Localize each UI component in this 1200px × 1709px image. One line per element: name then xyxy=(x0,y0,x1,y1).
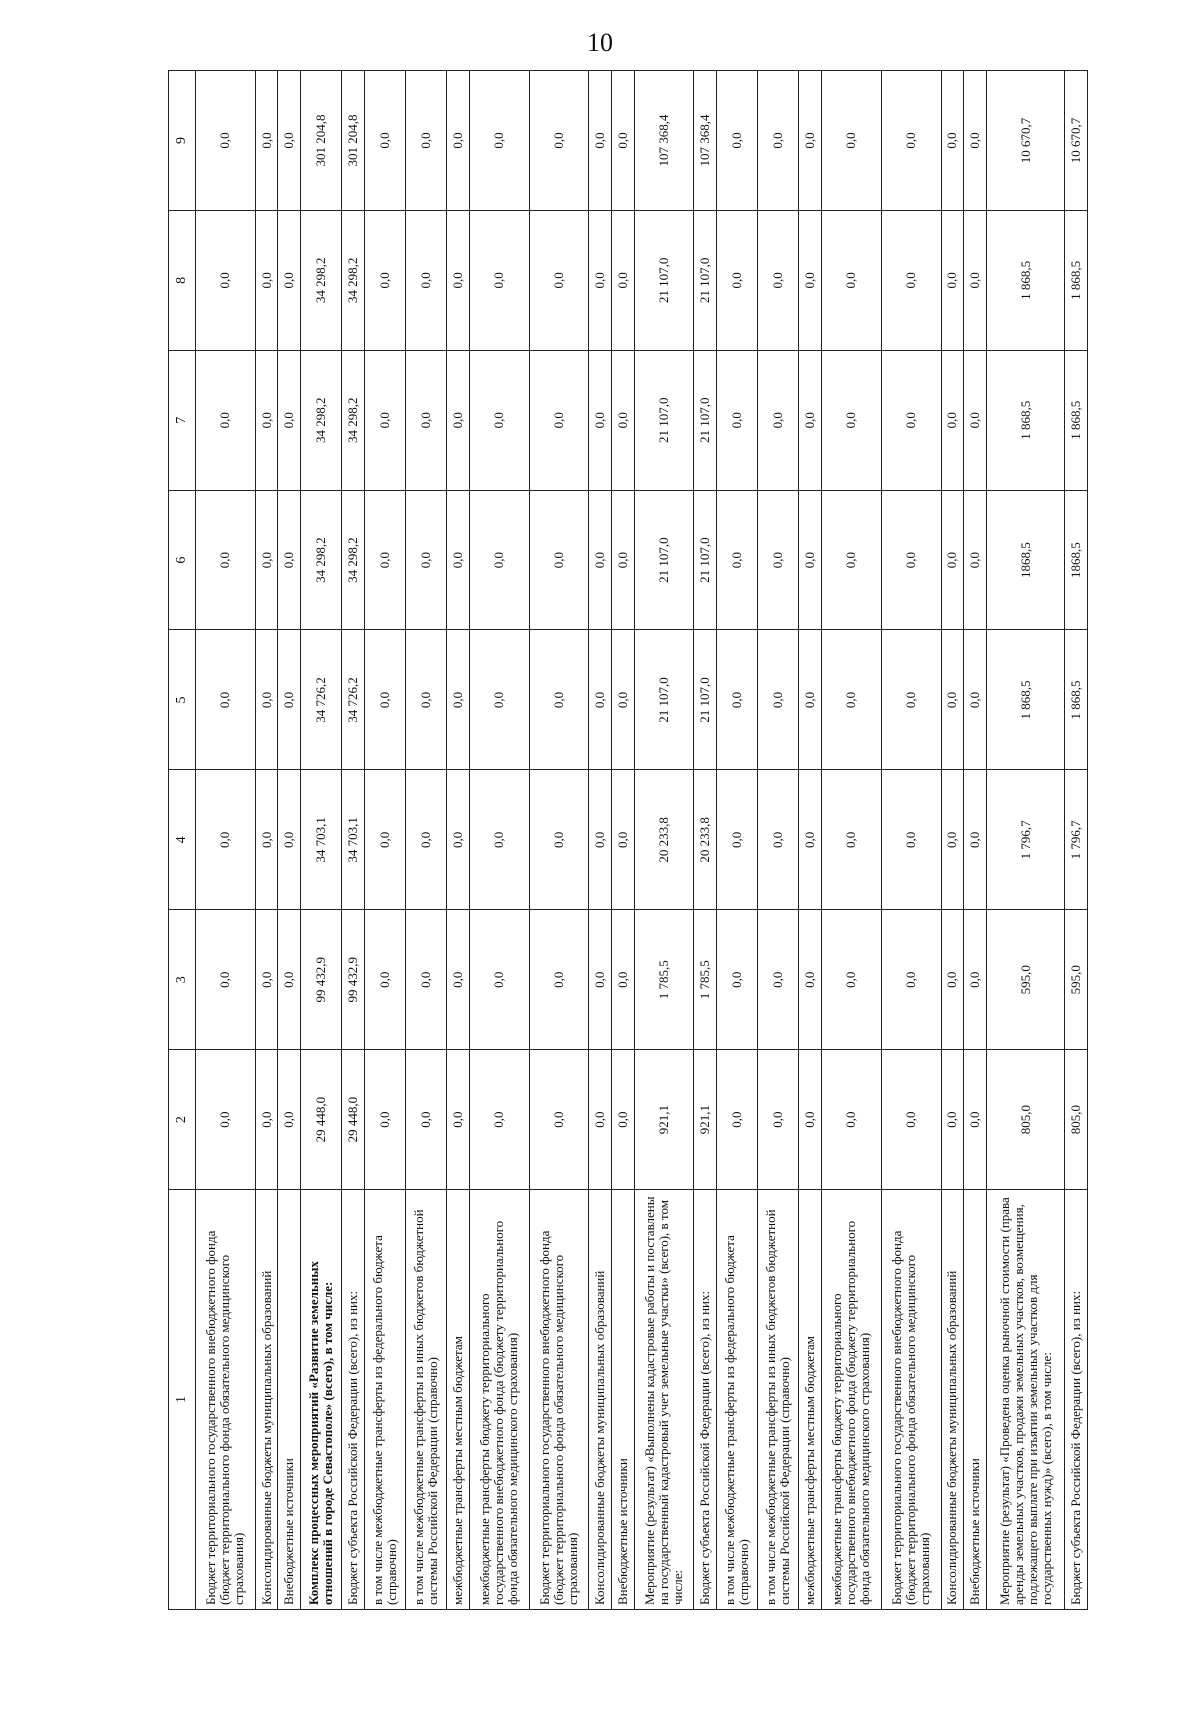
value-cell: 21 107,0 xyxy=(634,210,694,350)
value-cell: 0,0 xyxy=(255,770,278,910)
table-row xyxy=(364,71,405,1610)
funding-table xyxy=(168,70,1088,1610)
row-label: Мероприятие (результат) «Проведена оценка рыночной стоимости (права аренды земельных участков, продажи земельных участков, возмещения, подлежащего выплате при изъятии земельных участков для государственных нужд)» (всего), в том числе: xyxy=(986,1190,1064,1610)
row-label: межбюджетные трансферты бюджету территориального государственного внебюджетного фонда (бюджету территориального фонда обязательного медицинского страхования) xyxy=(469,1190,529,1610)
table-row xyxy=(255,71,278,1610)
table-row xyxy=(758,71,799,1610)
value-cell: 0,0 xyxy=(941,770,964,910)
value-cell: 0,0 xyxy=(758,350,799,490)
value-cell: 0,0 xyxy=(278,350,301,490)
value-cell: 921,1 xyxy=(694,1050,717,1190)
table-row xyxy=(529,71,589,1610)
row-label: межбюджетные трансферты местным бюджетам xyxy=(447,1190,470,1610)
value-cell: 0,0 xyxy=(589,350,612,490)
table-row xyxy=(986,71,1064,1610)
rotated-table-wrapper xyxy=(168,70,1088,1610)
row-label: Консолидированные бюджеты муниципальных образований xyxy=(941,1190,964,1610)
value-cell: 0,0 xyxy=(717,490,758,630)
value-cell: 0,0 xyxy=(881,350,941,490)
value-cell: 921,1 xyxy=(634,1050,694,1190)
value-cell: 0,0 xyxy=(612,630,635,770)
table-row xyxy=(717,71,758,1610)
value-cell: 0,0 xyxy=(364,210,405,350)
value-cell: 0,0 xyxy=(964,71,987,211)
value-cell: 0,0 xyxy=(447,350,470,490)
value-cell: 0,0 xyxy=(469,630,529,770)
value-cell: 805,0 xyxy=(986,1050,1064,1190)
column-header: 2 xyxy=(169,1050,196,1190)
value-cell: 0,0 xyxy=(447,490,470,630)
value-cell: 0,0 xyxy=(529,630,589,770)
table-row xyxy=(881,71,941,1610)
value-cell: 1 868,5 xyxy=(1065,350,1088,490)
table-row xyxy=(822,71,882,1610)
row-label: Бюджет территориального государственного внебюджетного фонда (бюджет территориального фонда обязательного медицинского страхования) xyxy=(529,1190,589,1610)
row-label: в том числе межбюджетные трансферты из федерального бюджета (справочно) xyxy=(717,1190,758,1610)
row-label: Комплекс процессных мероприятий «Развитие земельных отношений в городе Севастополе» (всего), в том числе: xyxy=(301,1190,342,1610)
row-label: Бюджет территориального государственного внебюджетного фонда (бюджет территориального фонда обязательного медицинского страхования) xyxy=(196,1190,256,1610)
value-cell: 99 432,9 xyxy=(342,910,365,1050)
value-cell: 29 448,0 xyxy=(301,1050,342,1190)
value-cell: 0,0 xyxy=(447,71,470,211)
value-cell: 10 670,7 xyxy=(986,71,1064,211)
value-cell: 0,0 xyxy=(364,1050,405,1190)
value-cell: 0,0 xyxy=(406,210,447,350)
value-cell: 0,0 xyxy=(364,490,405,630)
value-cell: 0,0 xyxy=(278,770,301,910)
value-cell: 0,0 xyxy=(529,210,589,350)
value-cell: 0,0 xyxy=(964,1050,987,1190)
value-cell: 0,0 xyxy=(364,770,405,910)
value-cell: 0,0 xyxy=(822,910,882,1050)
table-row xyxy=(447,71,470,1610)
value-cell: 0,0 xyxy=(196,490,256,630)
column-header: 7 xyxy=(169,350,196,490)
row-label: Внебюджетные источники xyxy=(964,1190,987,1610)
table-row xyxy=(694,71,717,1610)
value-cell: 0,0 xyxy=(799,910,822,1050)
table-row xyxy=(589,71,612,1610)
value-cell: 34 298,2 xyxy=(301,350,342,490)
value-cell: 107 368,4 xyxy=(694,71,717,211)
value-cell: 0,0 xyxy=(255,490,278,630)
row-label: Бюджет субъекта Российской Федерации (всего), из них: xyxy=(694,1190,717,1610)
value-cell: 0,0 xyxy=(255,71,278,211)
column-header: 5 xyxy=(169,630,196,770)
value-cell: 0,0 xyxy=(255,1050,278,1190)
value-cell: 0,0 xyxy=(196,71,256,211)
value-cell: 0,0 xyxy=(364,910,405,1050)
value-cell: 0,0 xyxy=(822,1050,882,1190)
value-cell: 0,0 xyxy=(799,350,822,490)
value-cell: 0,0 xyxy=(758,1050,799,1190)
column-header: 1 xyxy=(169,1190,196,1610)
value-cell: 0,0 xyxy=(822,210,882,350)
value-cell: 1 868,5 xyxy=(986,350,1064,490)
value-cell: 0,0 xyxy=(255,210,278,350)
column-header: 8 xyxy=(169,210,196,350)
value-cell: 0,0 xyxy=(881,210,941,350)
value-cell: 0,0 xyxy=(964,210,987,350)
value-cell: 0,0 xyxy=(758,71,799,211)
value-cell: 0,0 xyxy=(964,630,987,770)
column-header: 6 xyxy=(169,490,196,630)
column-header: 9 xyxy=(169,71,196,211)
value-cell: 21 107,0 xyxy=(634,350,694,490)
value-cell: 34 726,2 xyxy=(301,630,342,770)
value-cell: 1 785,5 xyxy=(634,910,694,1050)
value-cell: 0,0 xyxy=(964,350,987,490)
table-row xyxy=(799,71,822,1610)
table-row xyxy=(278,71,301,1610)
value-cell: 1 868,5 xyxy=(986,630,1064,770)
value-cell: 0,0 xyxy=(941,910,964,1050)
row-label: Консолидированные бюджеты муниципальных образований xyxy=(255,1190,278,1610)
value-cell: 0,0 xyxy=(469,71,529,211)
value-cell: 0,0 xyxy=(469,770,529,910)
value-cell: 0,0 xyxy=(881,490,941,630)
value-cell: 0,0 xyxy=(717,630,758,770)
value-cell: 0,0 xyxy=(964,910,987,1050)
row-label: Бюджет субъекта Российской Федерации (всего), из них: xyxy=(342,1190,365,1610)
value-cell: 0,0 xyxy=(447,910,470,1050)
value-cell: 21 107,0 xyxy=(694,210,717,350)
value-cell: 1 868,5 xyxy=(1065,630,1088,770)
value-cell: 0,0 xyxy=(717,350,758,490)
value-cell: 595,0 xyxy=(986,910,1064,1050)
value-cell: 0,0 xyxy=(612,210,635,350)
value-cell: 21 107,0 xyxy=(634,490,694,630)
value-cell: 595,0 xyxy=(1065,910,1088,1050)
value-cell: 0,0 xyxy=(799,1050,822,1190)
value-cell: 0,0 xyxy=(196,770,256,910)
rotated-table-container xyxy=(168,70,1088,1610)
value-cell: 0,0 xyxy=(406,630,447,770)
value-cell: 0,0 xyxy=(447,1050,470,1190)
value-cell: 0,0 xyxy=(822,71,882,211)
value-cell: 0,0 xyxy=(589,630,612,770)
value-cell: 0,0 xyxy=(364,630,405,770)
table-row xyxy=(406,71,447,1610)
value-cell: 0,0 xyxy=(589,910,612,1050)
value-cell: 34 298,2 xyxy=(342,210,365,350)
value-cell: 0,0 xyxy=(469,490,529,630)
value-cell: 99 432,9 xyxy=(301,910,342,1050)
value-cell: 0,0 xyxy=(406,1050,447,1190)
value-cell: 0,0 xyxy=(881,630,941,770)
value-cell: 0,0 xyxy=(278,910,301,1050)
value-cell: 805,0 xyxy=(1065,1050,1088,1190)
value-cell: 34 726,2 xyxy=(342,630,365,770)
value-cell: 21 107,0 xyxy=(634,630,694,770)
value-cell: 0,0 xyxy=(589,210,612,350)
header-row xyxy=(169,71,196,1610)
value-cell: 1 868,5 xyxy=(986,210,1064,350)
value-cell: 0,0 xyxy=(758,910,799,1050)
value-cell: 0,0 xyxy=(799,770,822,910)
value-cell: 0,0 xyxy=(447,770,470,910)
value-cell: 0,0 xyxy=(799,71,822,211)
value-cell: 0,0 xyxy=(529,490,589,630)
value-cell: 1 796,7 xyxy=(986,770,1064,910)
value-cell: 0,0 xyxy=(278,630,301,770)
table-row xyxy=(941,71,964,1610)
value-cell: 0,0 xyxy=(406,350,447,490)
value-cell: 0,0 xyxy=(881,770,941,910)
value-cell: 1 868,5 xyxy=(1065,210,1088,350)
value-cell: 0,0 xyxy=(469,910,529,1050)
value-cell: 0,0 xyxy=(529,770,589,910)
value-cell: 0,0 xyxy=(758,770,799,910)
table-row xyxy=(342,71,365,1610)
value-cell: 0,0 xyxy=(799,210,822,350)
value-cell: 0,0 xyxy=(589,1050,612,1190)
value-cell: 21 107,0 xyxy=(694,630,717,770)
value-cell: 0,0 xyxy=(447,630,470,770)
value-cell: 34 703,1 xyxy=(342,770,365,910)
value-cell: 0,0 xyxy=(822,630,882,770)
value-cell: 0,0 xyxy=(469,1050,529,1190)
table-row xyxy=(612,71,635,1610)
value-cell: 0,0 xyxy=(612,350,635,490)
value-cell: 0,0 xyxy=(406,770,447,910)
value-cell: 0,0 xyxy=(589,770,612,910)
row-label: Внебюджетные источники xyxy=(612,1190,635,1610)
value-cell: 0,0 xyxy=(941,490,964,630)
value-cell: 0,0 xyxy=(717,210,758,350)
row-label: в том числе межбюджетные трансферты из иных бюджетов бюджетной системы Российской Федерации (справочно) xyxy=(406,1190,447,1610)
table-row xyxy=(964,71,987,1610)
value-cell: 10 670,7 xyxy=(1065,71,1088,211)
value-cell: 0,0 xyxy=(469,210,529,350)
value-cell: 34 298,2 xyxy=(342,490,365,630)
value-cell: 0,0 xyxy=(822,350,882,490)
value-cell: 0,0 xyxy=(717,1050,758,1190)
value-cell: 1868,5 xyxy=(1065,490,1088,630)
value-cell: 0,0 xyxy=(717,770,758,910)
value-cell: 0,0 xyxy=(941,210,964,350)
value-cell: 1 785,5 xyxy=(694,910,717,1050)
value-cell: 0,0 xyxy=(278,71,301,211)
value-cell: 0,0 xyxy=(941,1050,964,1190)
value-cell: 0,0 xyxy=(612,1050,635,1190)
row-label: Внебюджетные источники xyxy=(278,1190,301,1610)
value-cell: 0,0 xyxy=(612,490,635,630)
value-cell: 21 107,0 xyxy=(694,350,717,490)
value-cell: 0,0 xyxy=(529,1050,589,1190)
value-cell: 0,0 xyxy=(406,490,447,630)
value-cell: 1868,5 xyxy=(986,490,1064,630)
value-cell: 0,0 xyxy=(196,1050,256,1190)
value-cell: 0,0 xyxy=(822,490,882,630)
table-body xyxy=(196,71,1088,1610)
table-row xyxy=(1065,71,1088,1610)
value-cell: 0,0 xyxy=(196,910,256,1050)
value-cell: 34 298,2 xyxy=(342,350,365,490)
value-cell: 20 233,8 xyxy=(634,770,694,910)
value-cell: 0,0 xyxy=(717,71,758,211)
page-number: 10 xyxy=(587,28,613,57)
value-cell: 0,0 xyxy=(881,910,941,1050)
value-cell: 0,0 xyxy=(278,1050,301,1190)
table-row xyxy=(469,71,529,1610)
value-cell: 0,0 xyxy=(255,630,278,770)
row-label: межбюджетные трансферты местным бюджетам xyxy=(799,1190,822,1610)
column-header: 4 xyxy=(169,770,196,910)
value-cell: 301 204,8 xyxy=(301,71,342,211)
value-cell: 0,0 xyxy=(196,210,256,350)
value-cell: 0,0 xyxy=(717,910,758,1050)
value-cell: 0,0 xyxy=(964,770,987,910)
value-cell: 0,0 xyxy=(881,1050,941,1190)
value-cell: 107 368,4 xyxy=(634,71,694,211)
value-cell: 0,0 xyxy=(799,630,822,770)
value-cell: 0,0 xyxy=(529,910,589,1050)
value-cell: 0,0 xyxy=(612,910,635,1050)
row-label: Бюджет субъекта Российской Федерации (всего), из них: xyxy=(1065,1190,1088,1610)
row-label: Мероприятие (результат) «Выполнены кадастровые работы и поставлены на государственный кадастровый учет земельные участки» (всего), в том числе: xyxy=(634,1190,694,1610)
value-cell: 0,0 xyxy=(529,71,589,211)
value-cell: 0,0 xyxy=(196,630,256,770)
value-cell: 0,0 xyxy=(589,490,612,630)
value-cell: 0,0 xyxy=(881,71,941,211)
value-cell: 0,0 xyxy=(255,350,278,490)
row-label: в том числе межбюджетные трансферты из иных бюджетов бюджетной системы Российской Федерации (справочно) xyxy=(758,1190,799,1610)
column-header: 3 xyxy=(169,910,196,1050)
table-row xyxy=(196,71,256,1610)
value-cell: 0,0 xyxy=(278,490,301,630)
value-cell: 0,0 xyxy=(406,71,447,211)
table-row xyxy=(301,71,342,1610)
row-label: Консолидированные бюджеты муниципальных образований xyxy=(589,1190,612,1610)
value-cell: 0,0 xyxy=(364,350,405,490)
value-cell: 0,0 xyxy=(278,210,301,350)
value-cell: 0,0 xyxy=(941,350,964,490)
value-cell: 0,0 xyxy=(612,770,635,910)
value-cell: 0,0 xyxy=(529,350,589,490)
value-cell: 29 448,0 xyxy=(342,1050,365,1190)
value-cell: 0,0 xyxy=(406,910,447,1050)
value-cell: 0,0 xyxy=(822,770,882,910)
value-cell: 0,0 xyxy=(941,630,964,770)
row-label: в том числе межбюджетные трансферты из федерального бюджета (справочно) xyxy=(364,1190,405,1610)
value-cell: 0,0 xyxy=(589,71,612,211)
row-label: Бюджет территориального государственного внебюджетного фонда (бюджет территориального фонда обязательного медицинского страхования) xyxy=(881,1190,941,1610)
value-cell: 0,0 xyxy=(758,490,799,630)
value-cell: 34 298,2 xyxy=(301,210,342,350)
row-label: межбюджетные трансферты бюджету территориального государственного внебюджетного фонда (бюджету территориального фонда обязательного медицинского страхования) xyxy=(822,1190,882,1610)
value-cell: 301 204,8 xyxy=(342,71,365,211)
value-cell: 0,0 xyxy=(758,630,799,770)
value-cell: 20 233,8 xyxy=(694,770,717,910)
value-cell: 34 703,1 xyxy=(301,770,342,910)
value-cell: 21 107,0 xyxy=(694,490,717,630)
value-cell: 0,0 xyxy=(799,490,822,630)
value-cell: 0,0 xyxy=(255,910,278,1050)
value-cell: 1 796,7 xyxy=(1065,770,1088,910)
value-cell: 0,0 xyxy=(469,350,529,490)
value-cell: 0,0 xyxy=(447,210,470,350)
table-row xyxy=(634,71,694,1610)
value-cell: 34 298,2 xyxy=(301,490,342,630)
value-cell: 0,0 xyxy=(612,71,635,211)
value-cell: 0,0 xyxy=(364,71,405,211)
value-cell: 0,0 xyxy=(196,350,256,490)
value-cell: 0,0 xyxy=(758,210,799,350)
value-cell: 0,0 xyxy=(941,71,964,211)
value-cell: 0,0 xyxy=(964,490,987,630)
